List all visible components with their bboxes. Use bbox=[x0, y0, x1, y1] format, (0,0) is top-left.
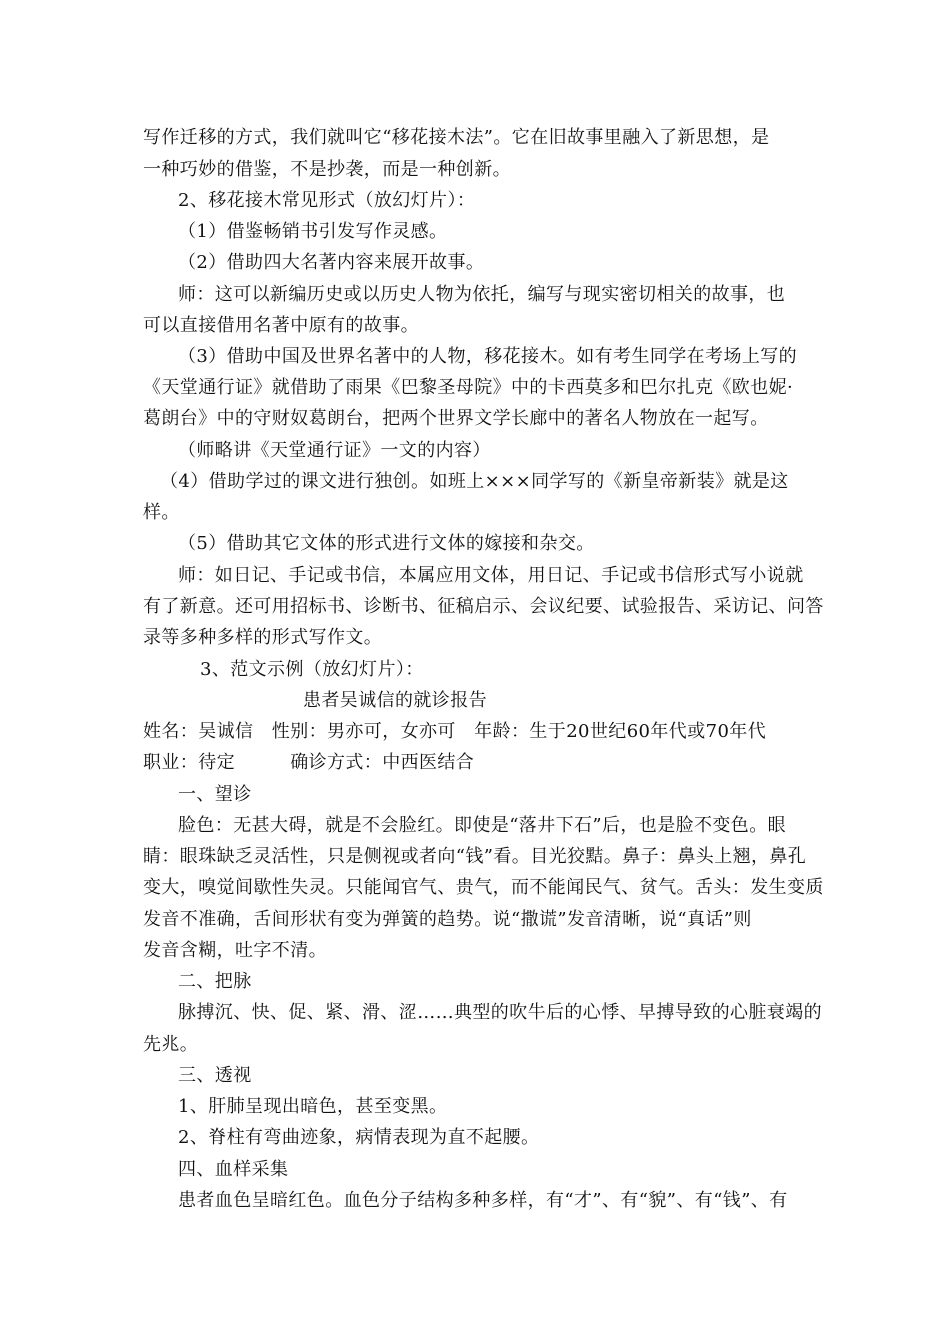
list-item: （2）借助四大名著内容来展开故事。 bbox=[178, 252, 485, 273]
paragraph-line: 脸色：无甚大碍，就是不会脸红。即使是“落井下石”后，也是脸不变色。眼 bbox=[178, 815, 787, 836]
paragraph-line: 发音不准确，舌间形状有变为弹簧的趋势。说“撒谎”发音清晰，说“真话”则 bbox=[143, 909, 752, 930]
section-heading: 3、范文示例（放幻灯片）： bbox=[200, 659, 424, 680]
paragraph-line: 可以直接借用名著中原有的故事。 bbox=[143, 315, 419, 336]
paragraph-line: 有了新意。还可用招标书、诊断书、征稿启示、会议纪要、试验报告、采访记、问答 bbox=[143, 596, 824, 617]
paragraph-line: 葛朗台》中的守财奴葛朗台，把两个世界文学长廊中的著名人物放在一起写。 bbox=[143, 408, 769, 429]
report-info-line: 职业：待定 确诊方式：中西医结合 bbox=[143, 752, 475, 773]
paragraph-line: 脉搏沉、快、促、紧、滑、涩……典型的吹牛后的心悸、早搏导致的心脏衰竭的 bbox=[178, 1002, 822, 1023]
paragraph-line: 《天堂通行证》就借助了雨果《巴黎圣母院》中的卡西莫多和巴尔扎克《欧也妮· bbox=[143, 377, 794, 398]
paragraph-line: 师：这可以新编历史或以历史人物为依托，编写与现实密切相关的故事，也 bbox=[178, 284, 786, 305]
section-heading: 四、血样采集 bbox=[178, 1159, 289, 1180]
list-item: （1）借鉴畅销书引发写作灵感。 bbox=[178, 221, 448, 242]
paragraph-line: 睛：眼珠缺乏灵活性，只是侧视或者向“钱”看。目光狡黠。鼻子：鼻头上翘，鼻孔 bbox=[143, 846, 807, 867]
paragraph-line: 样。 bbox=[143, 502, 180, 523]
report-title: 患者吴诚信的就诊报告 bbox=[303, 690, 487, 711]
paragraph-line: 患者血色呈暗红色。血色分子结构多种多样，有“才”、有“貌”、有“钱”、有 bbox=[178, 1190, 788, 1211]
paragraph-line: 写作迁移的方式，我们就叫它“移花接木法”。它在旧故事里融入了新思想，是 bbox=[143, 127, 770, 148]
paragraph-line: 师：如日记、手记或书信，本属应用文体，用日记、手记或书信形式写小说就 bbox=[178, 565, 804, 586]
list-item: 1、肝肺呈现出暗色，甚至变黑。 bbox=[178, 1096, 448, 1117]
paragraph-line: 一种巧妙的借鉴，不是抄袭，而是一种创新。 bbox=[143, 159, 511, 180]
list-item: （4）借助学过的课文进行独创。如班上×××同学写的《新皇帝新装》就是这 bbox=[160, 471, 789, 492]
list-item: 2、脊柱有弯曲迹象，病情表现为直不起腰。 bbox=[178, 1127, 540, 1148]
list-item: （5）借助其它文体的形式进行文体的嫁接和杂交。 bbox=[178, 533, 595, 554]
section-heading: 2、移花接木常见形式（放幻灯片）： bbox=[178, 190, 476, 211]
list-item: （3）借助中国及世界名著中的人物，移花接木。如有考生同学在考场上写的 bbox=[178, 346, 798, 367]
report-info-line: 姓名：吴诚信 性别：男亦可，女亦可 年龄：生于20世纪60年代或70年代 bbox=[143, 721, 767, 742]
paragraph-line: 变大，嗅觉间歇性失灵。只能闻官气、贵气，而不能闻民气、贫气。舌头：发生变质 bbox=[143, 877, 824, 898]
paragraph-line: 发音含糊，吐字不清。 bbox=[143, 940, 327, 961]
section-heading: 二、把脉 bbox=[178, 971, 252, 992]
section-heading: 三、透视 bbox=[178, 1065, 252, 1086]
section-heading: 一、望诊 bbox=[178, 784, 252, 805]
paragraph-line: 先兆。 bbox=[143, 1034, 199, 1055]
paragraph-line: 录等多种多样的形式写作文。 bbox=[143, 627, 383, 648]
paragraph-line: （师略讲《天堂通行证》一文的内容） bbox=[178, 440, 491, 461]
